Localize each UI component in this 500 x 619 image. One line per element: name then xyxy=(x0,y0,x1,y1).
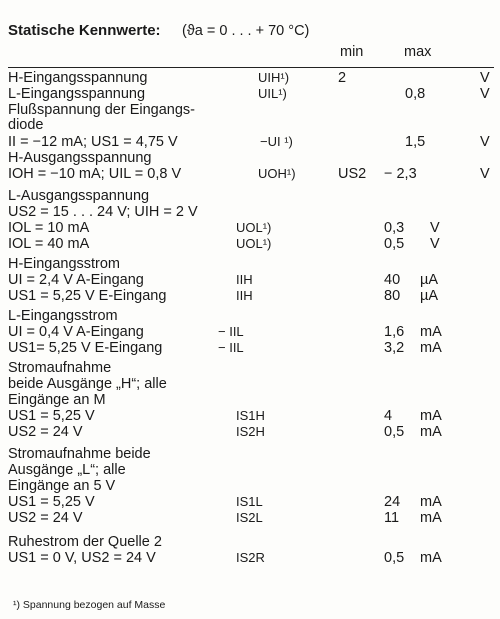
header-rule xyxy=(8,67,494,68)
row-unit: µA xyxy=(420,288,439,304)
row-symbol: UOL¹) xyxy=(236,220,272,235)
row-symbol: IS1H xyxy=(236,408,265,423)
row-symbol: − IIL xyxy=(218,324,244,339)
row-unit: µA xyxy=(420,272,439,288)
footnote: ¹) Spannung bezogen auf Masse xyxy=(13,599,166,611)
row-label: Flußspannung der Eingangs- xyxy=(8,102,196,118)
row-label: II = −12 mA; US1 = 4,75 V xyxy=(8,134,178,150)
row-max: 0,5 xyxy=(384,236,405,252)
row-label: US2 = 24 V xyxy=(8,424,83,440)
row-label: US1= 5,25 V E-Eingang xyxy=(8,340,163,356)
row-max: − 2,3 xyxy=(384,166,417,182)
row-max: 0,3 xyxy=(384,220,405,236)
row-label: IOL = 40 mA xyxy=(8,236,90,252)
row-label: US2 = 24 V xyxy=(8,510,83,526)
row-unit: mA xyxy=(420,510,442,526)
row-label: L-Eingangsstrom xyxy=(8,308,118,324)
row-max: 11 xyxy=(384,510,400,526)
row-symbol: UIH¹) xyxy=(258,70,290,85)
row-label: IOH = −10 mA; UIL = 0,8 V xyxy=(8,166,182,182)
row-symbol: UOL¹) xyxy=(236,236,272,251)
row-symbol: IIH xyxy=(236,288,253,303)
row-unit: V xyxy=(480,70,490,86)
row-symbol: IS2R xyxy=(236,550,265,565)
row-max: 0,8 xyxy=(405,86,426,102)
row-label: beide Ausgänge „H“; alle xyxy=(8,376,167,392)
row-symbol: IIH xyxy=(236,272,253,287)
row-symbol: IS1L xyxy=(236,494,263,509)
row-unit: mA xyxy=(420,550,442,566)
row-label: US1 = 5,25 V xyxy=(8,408,95,424)
row-max: 80 xyxy=(384,288,401,304)
row-label: US1 = 0 V, US2 = 24 V xyxy=(8,550,156,566)
row-max: 0,5 xyxy=(384,424,405,440)
row-max: 1,5 xyxy=(405,134,426,150)
row-label: US1 = 5,25 V E-Eingang xyxy=(8,288,167,304)
row-label: H-Eingangsstrom xyxy=(8,256,121,272)
row-symbol: − IIL xyxy=(218,340,244,355)
row-max: 3,2 xyxy=(384,340,405,356)
row-unit: mA xyxy=(420,424,442,440)
row-label: Eingänge an 5 V xyxy=(8,478,116,494)
row-label: IOL = 10 mA xyxy=(8,220,90,236)
row-label: H-Ausgangsspannung xyxy=(8,150,152,166)
row-max: 4 xyxy=(384,408,393,424)
row-label: H-Eingangsspannung xyxy=(8,70,148,86)
row-label: US1 = 5,25 V xyxy=(8,494,95,510)
row-min: 2 xyxy=(338,70,347,86)
row-unit: V xyxy=(430,220,440,236)
row-unit: mA xyxy=(420,494,442,510)
row-label: UI = 2,4 V A-Eingang xyxy=(8,272,144,288)
row-label: Eingänge an M xyxy=(8,392,106,408)
row-label: Ruhestrom der Quelle 2 xyxy=(8,534,162,550)
title: Statische Kennwerte: xyxy=(8,22,161,39)
row-unit: V xyxy=(480,86,490,102)
row-label: Stromaufnahme beide xyxy=(8,446,151,462)
row-symbol: −UI ¹) xyxy=(260,134,293,149)
row-label: diode xyxy=(8,117,44,133)
row-unit: V xyxy=(480,134,490,150)
col-min-header: min xyxy=(340,44,364,60)
row-label: UI = 0,4 V A-Eingang xyxy=(8,324,144,340)
row-symbol: UIL¹) xyxy=(258,86,287,101)
condition: (ϑa = 0 . . . + 70 °C) xyxy=(182,23,310,39)
row-label: Stromaufnahme xyxy=(8,360,112,376)
row-symbol: UOH¹) xyxy=(258,166,296,181)
row-unit: V xyxy=(480,166,490,182)
row-unit: V xyxy=(430,236,440,252)
row-unit: mA xyxy=(420,408,442,424)
row-symbol: IS2H xyxy=(236,424,265,439)
row-max: 24 xyxy=(384,494,401,510)
row-label: US2 = 15 . . . 24 V; UIH = 2 V xyxy=(8,204,198,220)
row-label: Ausgänge „L“; alle xyxy=(8,462,126,478)
row-max: 1,6 xyxy=(384,324,405,340)
row-max: 0,5 xyxy=(384,550,405,566)
col-max-header: max xyxy=(404,44,432,60)
row-unit: mA xyxy=(420,324,442,340)
row-max: 40 xyxy=(384,272,401,288)
row-label: L-Eingangsspannung xyxy=(8,86,146,102)
row-min: US2 xyxy=(338,166,367,182)
row-unit: mA xyxy=(420,340,442,356)
row-symbol: IS2L xyxy=(236,510,263,525)
row-label: L-Ausgangsspannung xyxy=(8,188,150,204)
